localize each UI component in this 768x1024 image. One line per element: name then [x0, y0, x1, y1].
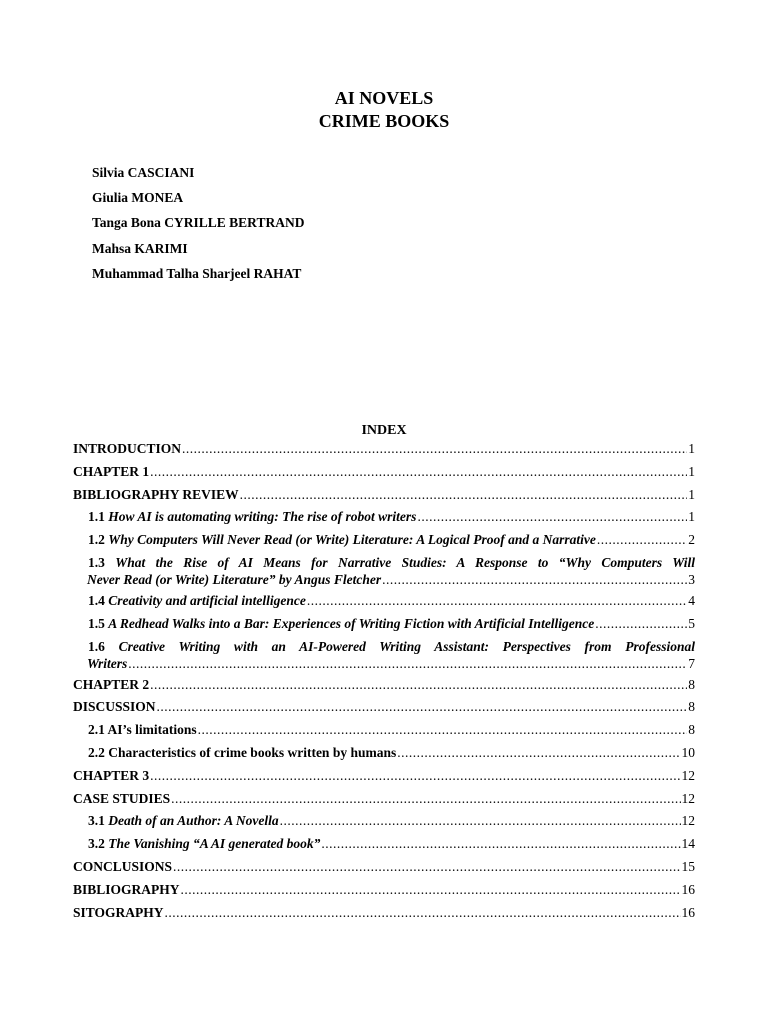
toc-entry-label: 2.1 AI’s limitations	[88, 722, 197, 738]
toc-entry-label: CHAPTER 1	[73, 463, 150, 479]
toc-entry-case-studies[interactable]	[73, 790, 695, 813]
toc-page-number: 3	[688, 571, 695, 587]
toc-entry-chapter-3[interactable]	[73, 767, 695, 790]
toc-page-number: 8	[688, 722, 695, 738]
toc-entry-1-4[interactable]	[73, 592, 695, 615]
toc-entry-label: 2.2 Characteristics of crime books written by humans	[88, 744, 397, 760]
toc-entry-1-2[interactable]	[73, 531, 695, 554]
toc-page-number: 12	[681, 813, 695, 829]
dot-leader	[198, 721, 688, 739]
author-name: Silvia CASCIANI	[92, 165, 195, 180]
toc-entry-number: 1.1	[88, 509, 105, 525]
toc-entry-label-continued: Never Read (or Write) Literature” by Angus Fletcher	[87, 571, 382, 587]
toc-page-number: 14	[681, 836, 695, 852]
toc-entry-number: 3.2	[88, 836, 105, 852]
toc-entry-2-1[interactable]	[73, 721, 695, 744]
toc-page-number: 10	[681, 744, 695, 760]
author-name: Mahsa KARIMI	[92, 240, 188, 256]
toc-page-number: 8	[688, 676, 695, 692]
toc-entry-label: SITOGRAPHY	[73, 904, 164, 920]
document-subtitle: CRIME BOOKS	[318, 111, 450, 131]
dot-leader	[171, 790, 680, 808]
dot-leader	[397, 744, 680, 762]
toc-entry-label: How AI is automating writing: The rise of robot writers	[108, 509, 417, 525]
author-name: Giulia MONEA	[92, 190, 184, 206]
toc-page-number: 12	[681, 767, 695, 783]
toc-entry-number: 1.3	[88, 554, 105, 570]
toc-page-number: 1	[688, 509, 695, 525]
toc-page-number: 1	[688, 463, 695, 479]
toc-entry-bibliography-review[interactable]	[73, 486, 695, 509]
document-title: AI NOVELS	[334, 88, 434, 108]
toc-page-number: 15	[681, 858, 695, 874]
toc-entry-sitography[interactable]	[73, 904, 695, 927]
dot-leader	[165, 904, 681, 922]
dot-leader	[181, 881, 681, 899]
toc-page-number: 4	[688, 592, 695, 608]
toc-page-number: 8	[688, 699, 695, 715]
dot-leader	[321, 835, 680, 853]
dot-leader	[157, 698, 688, 716]
toc-page-number: 16	[681, 881, 695, 897]
toc-entry-conclusions[interactable]	[73, 858, 695, 881]
toc-entry-label: The Vanishing “A AI generated book”	[108, 836, 321, 852]
toc-entry-chapter-2[interactable]	[73, 676, 695, 699]
dot-leader	[417, 508, 687, 526]
toc-entry-label: DISCUSSION	[73, 699, 156, 715]
dot-leader	[128, 655, 687, 672]
toc-page-number: 1	[688, 441, 695, 456]
dot-leader	[150, 463, 687, 481]
dot-leader	[597, 531, 687, 549]
toc-entry-label: CASE STUDIES	[73, 790, 171, 806]
index-heading: INDEX	[361, 423, 407, 438]
dot-leader	[307, 592, 687, 610]
dot-leader	[150, 676, 687, 694]
author-list	[92, 164, 304, 290]
toc-entry-label: CHAPTER 3	[73, 767, 150, 783]
toc-entry-label: What the Rise of AI Means for Narrative Studies: A Response to “Why Computers Will	[115, 554, 695, 570]
table-of-contents	[73, 440, 695, 926]
toc-entry-2-2[interactable]	[73, 744, 695, 767]
dot-leader	[240, 486, 688, 504]
toc-entry-label: Death of an Author: A Novella	[108, 813, 279, 829]
toc-entry-number: 1.2	[88, 532, 105, 548]
toc-entry-number: 3.1	[88, 813, 105, 829]
toc-entry-label: BIBLIOGRAPHY	[73, 881, 180, 897]
toc-page-number: 16	[681, 904, 695, 920]
author-name: Muhammad Talha Sharjeel RAHAT	[92, 265, 302, 281]
toc-entry-1-5[interactable]	[73, 615, 695, 638]
toc-entry-introduction[interactable]	[73, 440, 695, 463]
dot-leader	[382, 571, 687, 588]
toc-entry-label: A Redhead Walks into a Bar: Experiences of Writing Fiction with Artificial Intelligence	[108, 615, 595, 631]
toc-entry-3-1[interactable]	[73, 812, 695, 835]
toc-entry-number: 1.4	[88, 592, 105, 608]
toc-entry-label: CONCLUSIONS	[73, 858, 173, 874]
toc-entry-label: CHAPTER 2	[73, 676, 150, 692]
toc-entry-number: 1.5	[88, 615, 105, 631]
toc-entry-1-1[interactable]	[73, 508, 695, 531]
toc-entry-1-6[interactable]	[73, 638, 695, 676]
toc-entry-label: INTRODUCTION	[73, 441, 182, 456]
dot-leader	[595, 615, 687, 633]
dot-leader	[280, 812, 681, 830]
toc-entry-label: BIBLIOGRAPHY REVIEW	[73, 486, 239, 502]
dot-leader	[150, 767, 680, 785]
toc-entry-label: Creativity and artificial intelligence	[108, 592, 306, 608]
toc-entry-1-3[interactable]	[73, 554, 695, 592]
toc-page-number: 5	[688, 615, 695, 631]
toc-entry-discussion[interactable]	[73, 698, 695, 721]
toc-page-number: 1	[688, 486, 695, 502]
toc-entry-bibliography[interactable]	[73, 881, 695, 904]
toc-entry-label: Why Computers Will Never Read (or Write) Literature: A Logical Proof and a Narrative	[108, 532, 596, 548]
toc-entry-chapter-1[interactable]	[73, 463, 695, 486]
toc-entry-3-2[interactable]	[73, 835, 695, 858]
dot-leader	[182, 440, 687, 458]
toc-entry-label: Creative Writing with an AI-Powered Writing Assistant: Perspectives from Professional	[118, 638, 695, 654]
toc-entry-number: 1.6	[88, 638, 105, 654]
toc-page-number: 7	[688, 655, 695, 671]
toc-entry-label-continued: Writers	[87, 655, 128, 671]
dot-leader	[173, 858, 680, 876]
toc-page-number: 12	[681, 790, 695, 806]
toc-page-number: 2	[688, 532, 695, 548]
author-name: Tanga Bona CYRILLE BERTRAND	[92, 215, 305, 231]
